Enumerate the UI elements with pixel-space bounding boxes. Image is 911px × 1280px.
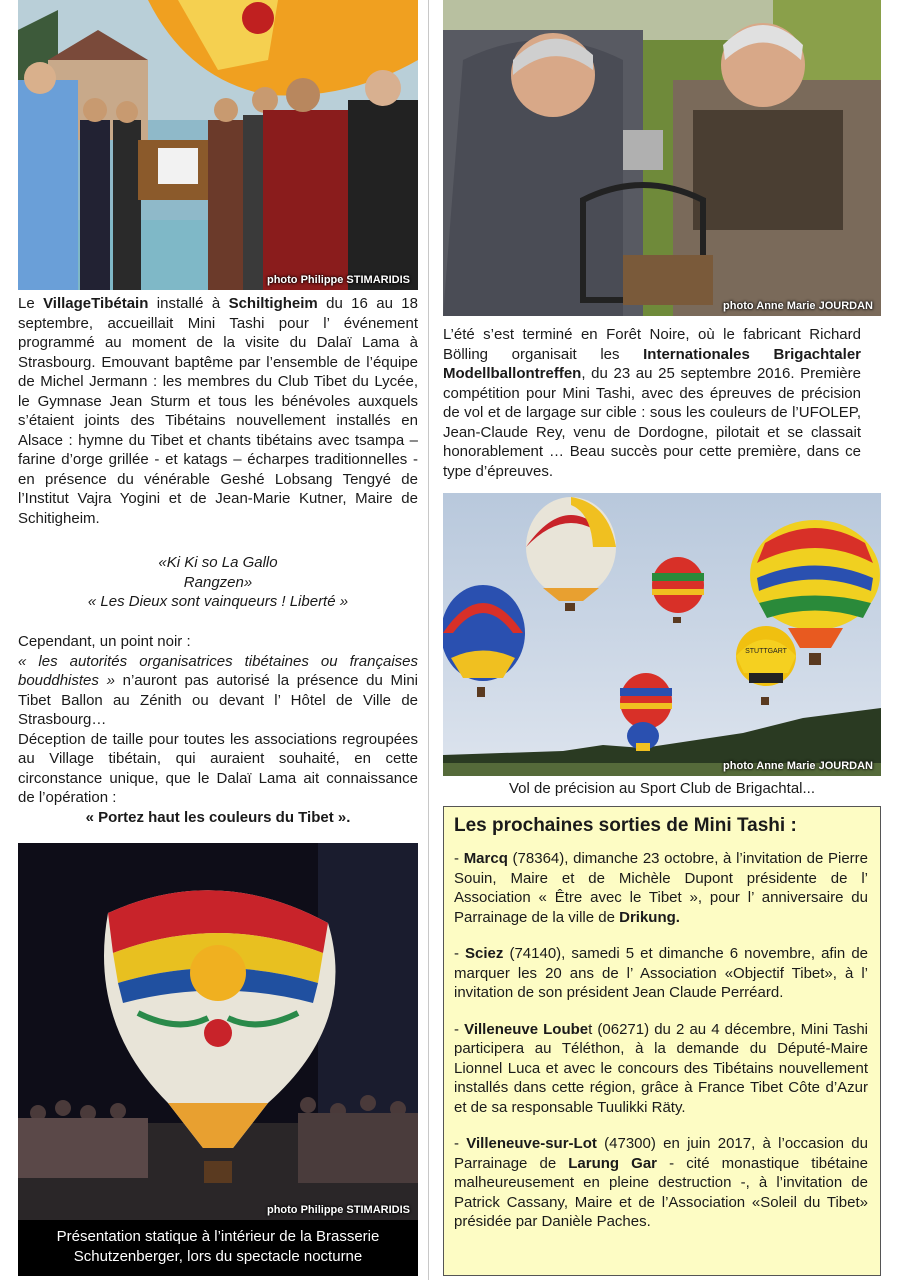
men-with-burner-illustration	[443, 0, 881, 316]
stuttgart-label: STUTTGART	[745, 648, 787, 655]
photo-brasserie-night	[18, 843, 418, 1220]
photo-credit: photo Anne Marie JOURDAN	[723, 300, 873, 312]
photo-credit: photo Anne Marie JOURDAN	[723, 760, 873, 772]
event-item-villeneuve-sur-lot: - Villeneuve-sur-Lot (47300) en juin 2017, à l’occasion du Parrainage de Larung Gar - cité monastique tibétaine malheureusement en pleine destruction -, à l’invitation de Patrick Cassany, Maire et de l’Association «Soleil du Tibet» présidée par Danièle Paches.	[454, 1135, 868, 1230]
upcoming-events-box	[443, 806, 881, 1276]
night-balloon-illustration	[18, 843, 418, 1220]
event-item-sciez: - Sciez (74140), samedi 5 et dimanche 6 novembre, afin de marquer les 20 ans de l’ Association «Objectif Tibet», à l’ invitation de son président Jean Claude Perréard.	[454, 945, 868, 1001]
group-photo-illustration	[18, 0, 418, 290]
upcoming-events-title: Les prochaines sorties de Mini Tashi :	[454, 815, 797, 836]
brasserie-caption: Présentation statique à l’intérieur de la Brasserie Schutzenberger, lors du spectacle nocturne	[18, 1220, 418, 1276]
photo-black-forest-men	[443, 0, 881, 316]
slogan: « Portez haut les couleurs du Tibet ».	[85, 808, 351, 826]
black-forest-paragraph: L’été s’est terminé en Forêt Noire, où le fabricant Richard Bölling organisait les Internationales Brigachtaler Modellballontreffen, du 23 au 25 septembre 2016. Première compétition pour Mini Tashi, avec des épreuves de précision de vol et de largage sur cible : sous les couleurs de l’UFOLEP, Jean-Claude Rey, venu de Dordogne, pilotait et se classait honorablement … Beau succès pour cette première, dans ce type d’épreuves.	[443, 326, 861, 480]
photo-village-tibetain	[18, 0, 418, 290]
point-noir-paragraph: Cependant, un point noir : « les autorités organisatrices tibétaines ou françaises bouddhistes » n’auront pas autorisé la présence du Mini Tibet Ballon au Zénith ou devant l’ Hôtel de Ville de Strasbourg… Déception de taille pour toutes les associations regroupées au Village tibétain, qui auraient souhaité, en cette circonstance unique, que le Dalaï Lama ait connaissance de l’opération : « Portez haut les couleurs du Tibet ».	[18, 633, 418, 826]
column-divider	[428, 0, 429, 1280]
balloons-illustration	[443, 493, 881, 776]
photo-credit: photo Philippe STIMARIDIS	[266, 1204, 410, 1216]
event-item-villeneuve-loubet: - Villeneuve Loubet (06271) du 2 au 4 décembre, Mini Tashi participera au Téléthon, à la demande du Député-Maire Lionnel Luca et avec le concours des Tibétains nouvellement installés dans cette région, grâce à France Tibet Côte d’Azur et de sa responsable Tuulikki Räty.	[454, 1020, 868, 1116]
event-item-marcq: - Marcq (78364), dimanche 23 octobre, à l’invitation de Pierre Souin, Maire et de Michèle Dupont présidente de l’ Association « Être avec le Tibet », pour l’ anniversaire du Parrainage de la ville de Drikung.	[454, 850, 868, 926]
photo-balloons-sky	[443, 493, 881, 776]
balloons-caption: Vol de précision au Sport Club de Brigachtal...	[508, 780, 815, 797]
tibetan-quote: «Ki Ki so La Gallo Rangzen» « Les Dieux sont vainqueurs ! Liberté »	[87, 554, 349, 610]
photo-credit: photo Philippe STIMARIDIS	[266, 274, 410, 286]
intro-paragraph: Le VillageTibétain installé à Schiltigheim du 16 au 18 septembre, accueillait Mini Tashi pour l’ événement programmé au moment de la visite du Dalaï Lama à Strasbourg. Emouvant baptême par l’ensemble de l’équipe de Michel Jermann : les membres du Club Tibet du Lycée, le Gymnase Jean Sturm et tous les bénévoles auxquels s’étaient joints des Tibétains nouvellement installés en Alsace : hymne du Tibet et chants tibétains avec tsampa – farine d’orge grillée - et katags – écharpes traditionnelles - en présence du vénérable Geshé Lobsang Tengyé de l’Institut Vajra Yogini et de Jean-Marie Kutner, Maire de Schitigheim.	[18, 295, 418, 527]
